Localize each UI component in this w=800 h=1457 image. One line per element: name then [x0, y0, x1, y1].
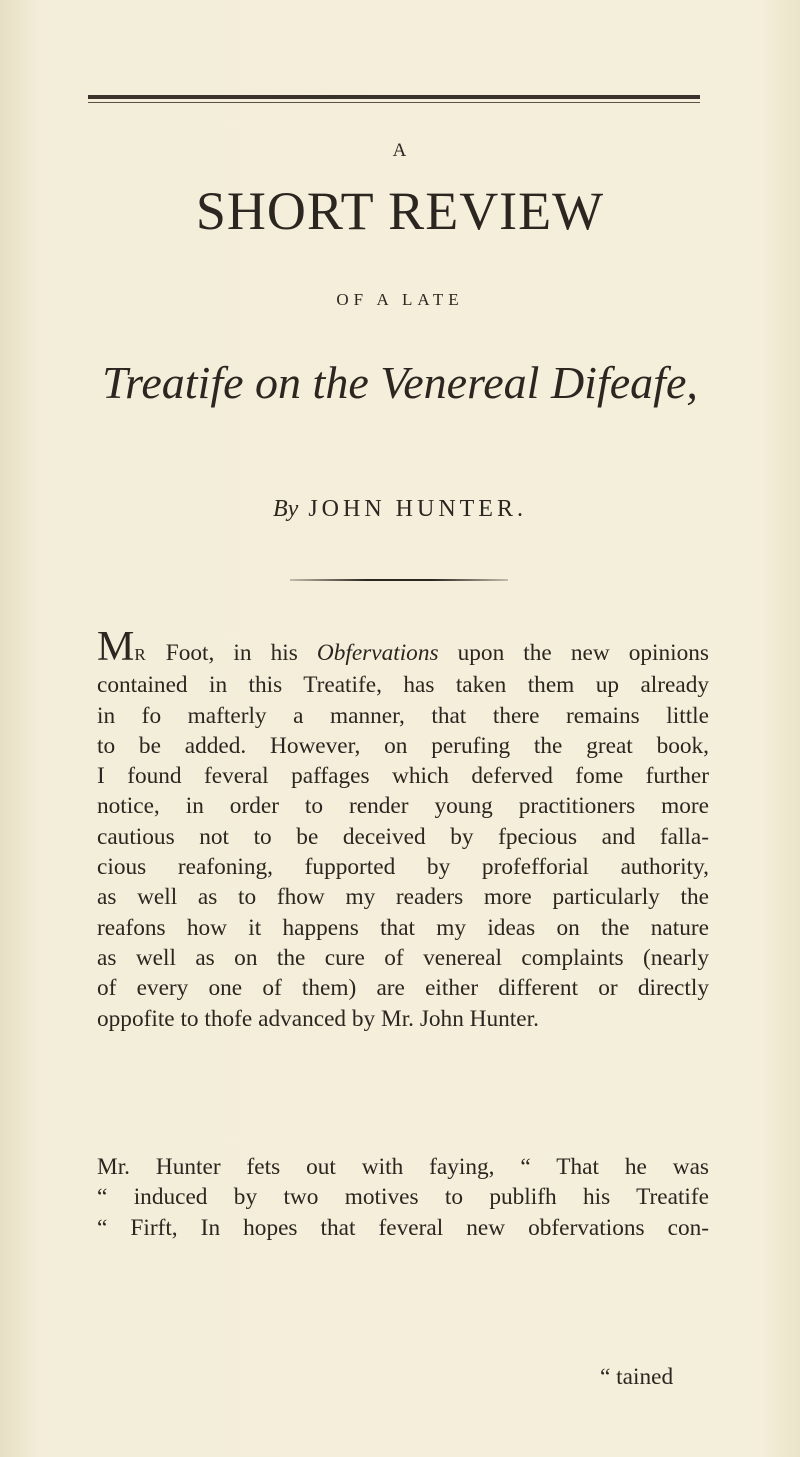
- paragraph-1-line: cautious not to be deceived by fpecious and falla-: [97, 823, 709, 850]
- paragraph-2: [97, 1152, 709, 1243]
- line-1-italic: Obfervations: [316, 640, 439, 666]
- top-rule-thick: [88, 95, 700, 99]
- paragraph-1-line: to be added. However, on perufing the great book,: [97, 732, 709, 759]
- heading-article: A: [392, 140, 408, 161]
- paragraph-1-line: in fo mafterly a manner, that there remains little: [97, 702, 709, 729]
- byline-author: JOHN HUNTER.: [308, 496, 527, 522]
- paragraph-1-line: contained in this Treatife, has taken them up already: [97, 672, 709, 699]
- drop-cap-rest: R: [134, 645, 147, 664]
- paragraph-1-line: as well as on the cure of venereal complaints (nearly: [97, 944, 709, 971]
- paragraph-1-line: I found feveral paffages which deferved fome further: [97, 763, 709, 790]
- heading-main-title: SHORT REVIEW: [195, 181, 605, 241]
- paragraph-1-line: as well as to fhow my readers more particularly the: [97, 884, 709, 911]
- heading-book-title: Treatife on the Venereal Difeafe,: [102, 357, 698, 408]
- top-rule-thin: [88, 102, 700, 103]
- paragraph-1-line: reafons how it happens that my ideas on the nature: [97, 914, 709, 941]
- heading-byline: [0, 496, 800, 523]
- line-1-text-b: upon the new opinions: [438, 640, 709, 666]
- paragraph-1-line: notice, in order to render young practitioners more: [97, 793, 709, 820]
- line-1-text-a: Foot, in his: [146, 640, 317, 666]
- paragraph-1: [97, 624, 709, 1034]
- paragraph-2-line: “ induced by two motives to publifh his Treatife: [97, 1184, 709, 1211]
- paragraph-1-line: cious reafoning, fupported by profefforial authority,: [97, 854, 709, 881]
- paragraph-1-line: of every one of them) are either different or directly: [97, 975, 709, 1002]
- ornamental-divider: [290, 579, 508, 581]
- catchword: “ tained: [600, 1364, 674, 1390]
- paragraph-1-line-last: oppofite to thofe advanced by Mr. John Hunter.: [97, 1005, 539, 1032]
- drop-cap: M: [97, 624, 135, 670]
- paragraph-2-line: “ Firft, In hopes that feveral new obfervations con-: [97, 1214, 709, 1241]
- heading-subtitle: OF A LATE: [336, 290, 464, 309]
- paragraph-1-line-1: [97, 624, 709, 670]
- byline-prefix: By: [273, 496, 299, 522]
- paragraph-2-line: Mr. Hunter fets out with faying, “ That he was: [97, 1154, 709, 1180]
